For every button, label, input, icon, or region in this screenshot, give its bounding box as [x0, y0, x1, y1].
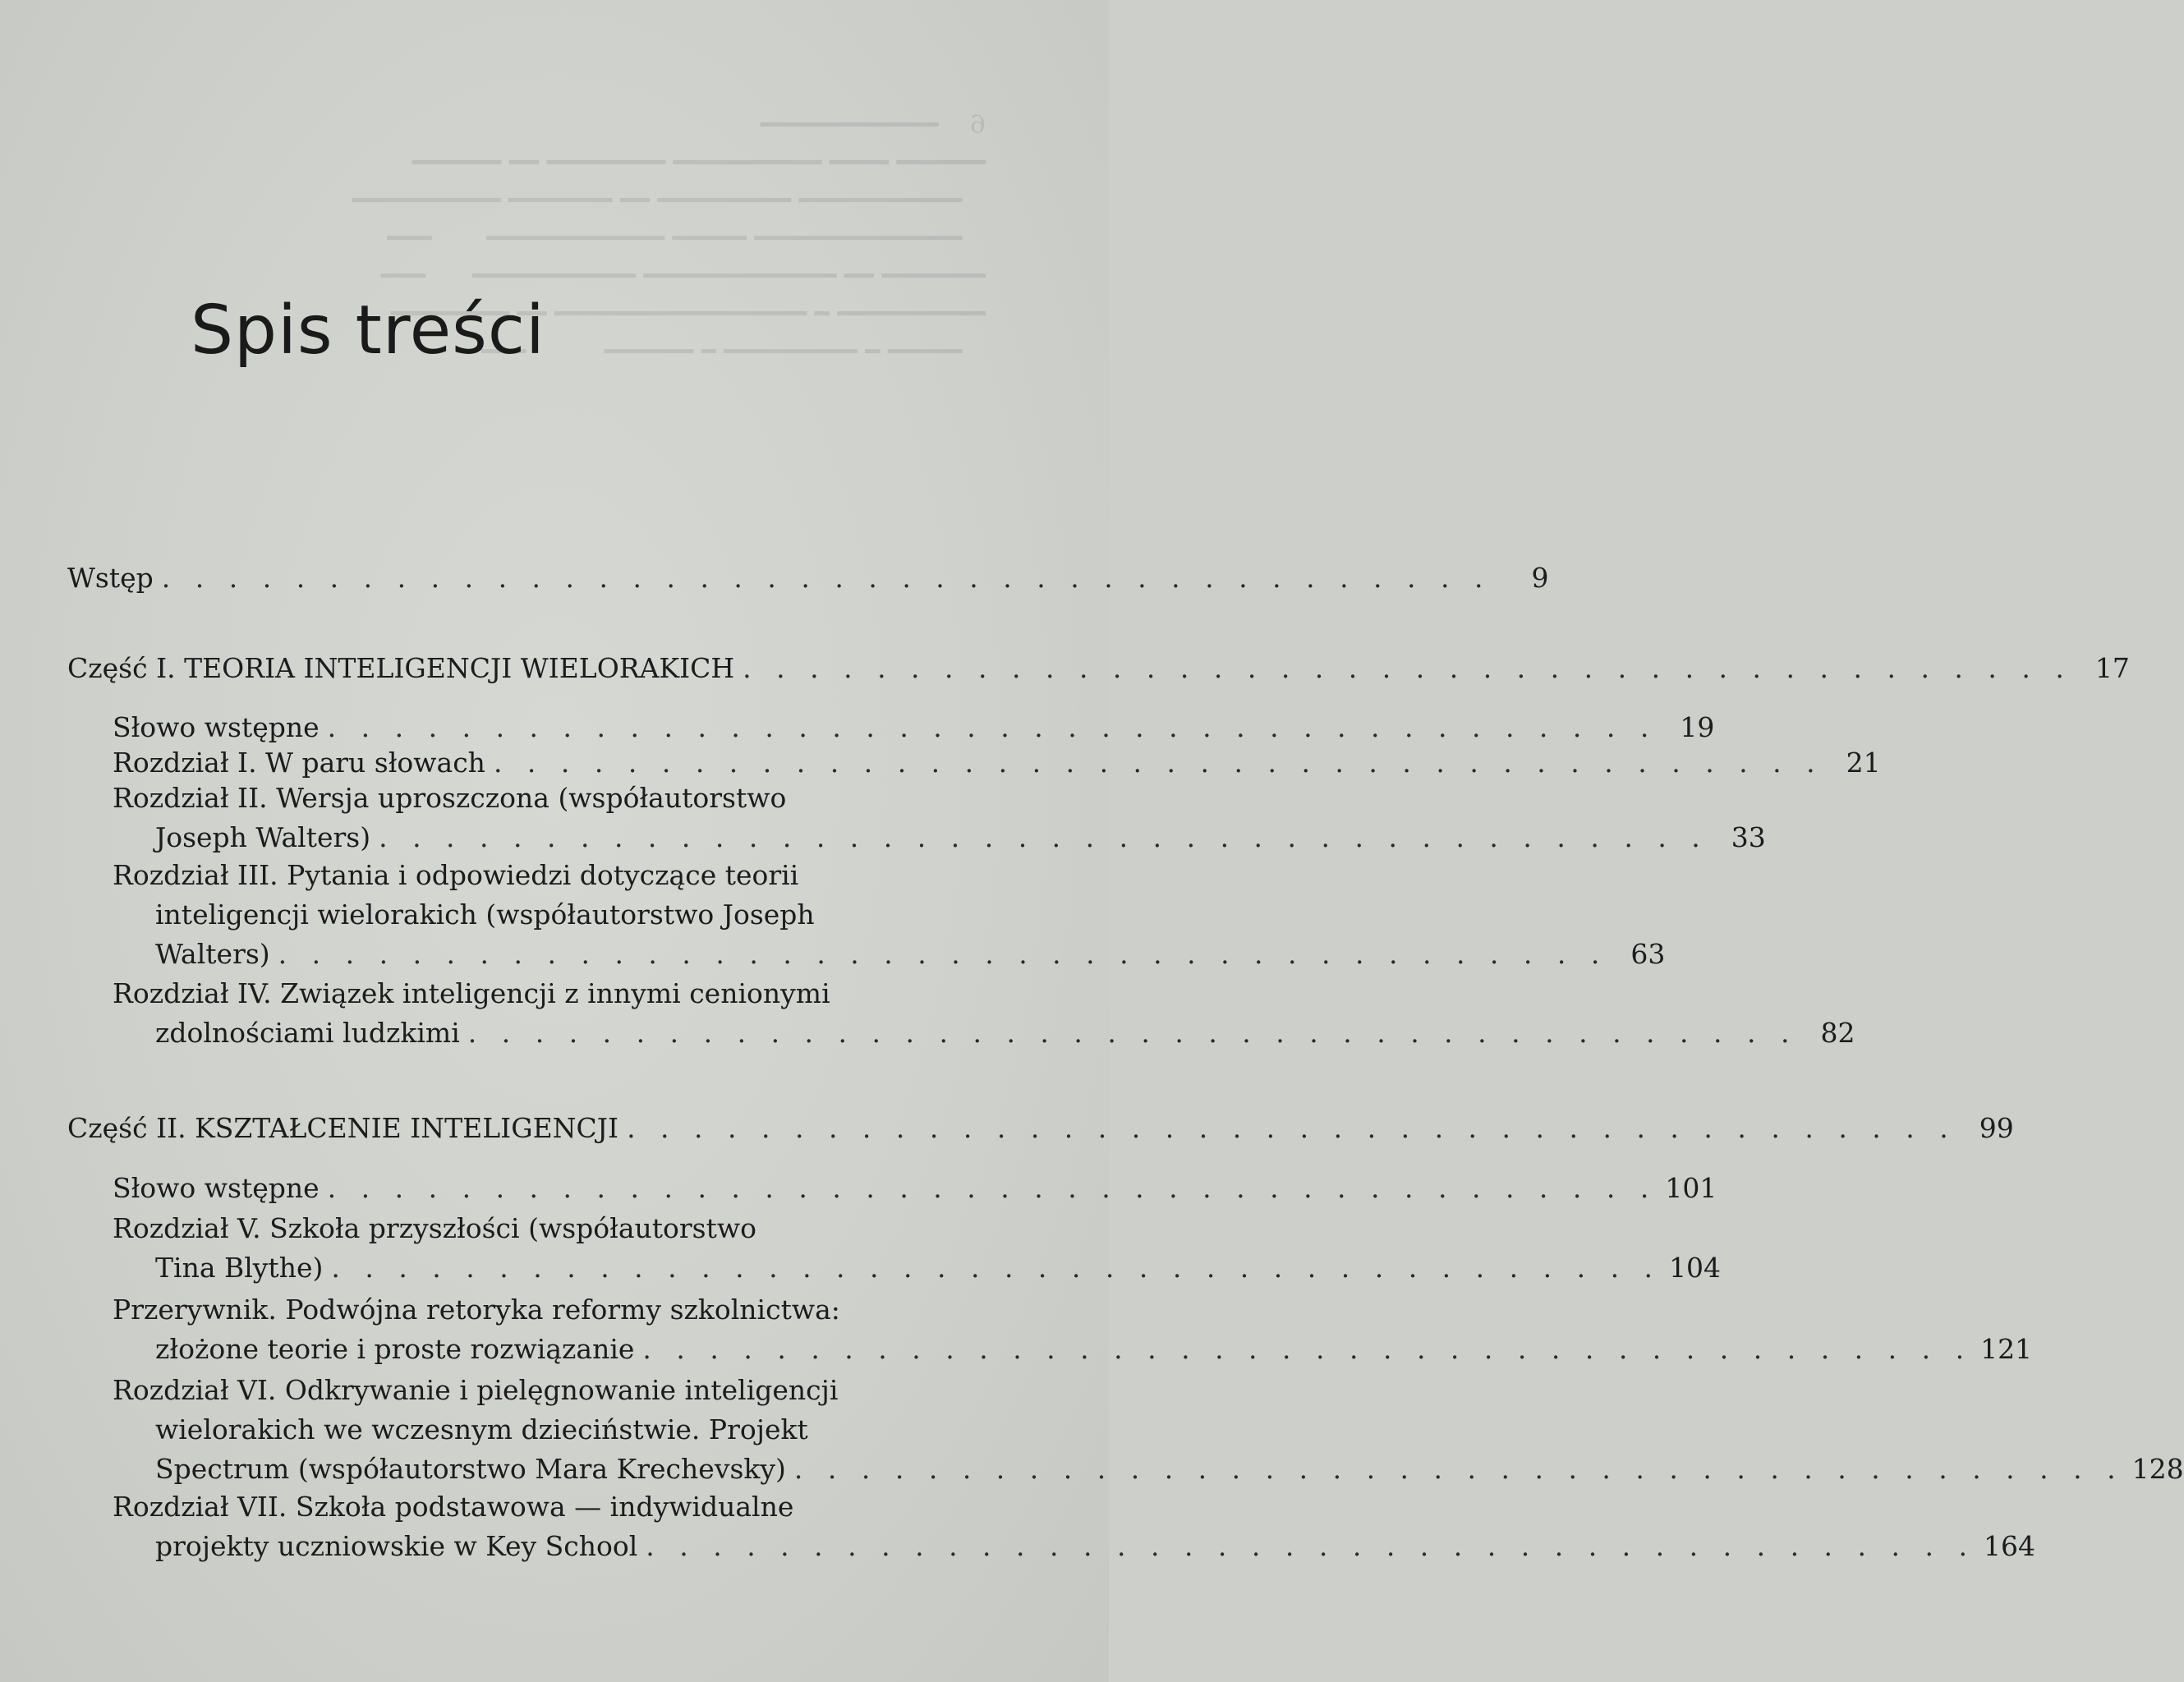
- leader-dots: . . . . . . . . . . . . . . . . . . . . . . . . . . . . . . . . . . . . . . . .: [331, 1252, 1662, 1284]
- toc-page-number: 33: [1731, 821, 1766, 853]
- toc-entry-rozdzial-5: [113, 1209, 1722, 1288]
- leader-dots: . . . . . . . . . . . . . . . . . . . . . . . . . . . . . . . . . . . . . . . .: [627, 1112, 1956, 1144]
- leader-dots: . . . . . . . . . . . . . . . . . . . . . . . . . . . . . . . . . . . . . . . .: [278, 938, 1608, 970]
- toc-entry-line: Rozdział V. Szkoła przyszłości (współautorstwo: [113, 1212, 756, 1244]
- toc-entry-line: Walters): [155, 938, 270, 970]
- toc-entry-line: Rozdział II. Wersja uproszczona (współautorstwo: [113, 782, 787, 814]
- toc-page-number: 164: [1983, 1530, 2035, 1562]
- toc-entry-rozdzial-6: [113, 1371, 2184, 1489]
- toc-page-number: 128: [2131, 1453, 2184, 1485]
- leader-dots: . . . . . . . . . . . . . . . . . . . . . . . . . . . . . . . . . . . . . . . .: [493, 747, 1823, 779]
- toc-entry-rozdzial-1: [113, 743, 1881, 783]
- toc-entry-line: wielorakich we wczesnym dzieciństwie. Projekt: [155, 1413, 808, 1445]
- toc-entry-line: Joseph Walters): [155, 821, 371, 853]
- toc-entry-title: Słowo wstępne: [113, 1172, 320, 1204]
- page-title: Spis treści: [191, 292, 545, 370]
- leader-dots: . . . . . . . . . . . . . . . . . . . . . . . . . . . . . . . . . . . . . . . .: [161, 562, 1492, 594]
- leader-dots: . . . . . . . . . . . . . . . . . . . . . . . . . . . . . . . . . . . . . . . .: [793, 1453, 2124, 1485]
- toc-entry-line: projekty uczniowskie w Key School: [155, 1530, 638, 1562]
- leader-dots: . . . . . . . . . . . . . . . . . . . . . . . . . . . . . . . . . . . . . . . .: [642, 1333, 1973, 1365]
- toc-page-number: 99: [1979, 1112, 2014, 1144]
- toc-entry-line: Rozdział IV. Związek inteligencji z innymi cenionymi: [113, 977, 830, 1009]
- toc-entry-line: Spectrum (współautorstwo Mara Krechevsky): [155, 1453, 786, 1485]
- toc-page-number: 19: [1680, 711, 1715, 743]
- toc-entry-rozdzial-2: [113, 779, 1766, 857]
- leader-dots: . . . . . . . . . . . . . . . . . . . . . . . . . . . . . . . . . . . . . . . .: [379, 821, 1708, 853]
- toc-part-1: [67, 649, 2130, 688]
- toc-entry-line: Tina Blythe): [155, 1252, 324, 1284]
- toc-entry-rozdzial-7: [113, 1487, 2035, 1566]
- toc-part-2: [67, 1109, 2014, 1148]
- leader-dots: . . . . . . . . . . . . . . . . . . . . . . . . . . . . . . . . . . . . . . . .: [467, 1017, 1798, 1049]
- toc-entry-line: Przerywnik. Podwójna retoryka reformy szkolnictwa:: [113, 1294, 840, 1326]
- leader-dots: . . . . . . . . . . . . . . . . . . . . . . . . . . . . . . . . . . . . . . . .: [646, 1530, 1975, 1562]
- toc-entry-slowo-wstepne-1: [113, 708, 1715, 747]
- toc-entry-line: zdolnościami ludzkimi: [155, 1017, 460, 1049]
- toc-entry-line: Rozdział VI. Odkrywanie i pielęgnowanie inteligencji: [113, 1374, 839, 1406]
- toc-page-number: 104: [1669, 1252, 1722, 1284]
- toc-entry-line: złożone teorie i proste rozwiązanie: [155, 1333, 635, 1365]
- bleed-through-text: 6 ━━━━━━━━━━━━ ━━━━━━ ━━━━ ━━━━━━━━━━ ━━━━━━━━ ━━ ━━━━━━ ━━━━━━━━━━━ ━━━━━━━━━ ━━ ━━━━━━━ ━━━━━━━━━━ ━━━━━━━━━━━━━━ ━━━━━ ━━━━━━━━━━━━ ━━━ ━━━━━━━ ━━ ━━━━━━━━━━━━━ ━━━━━━━━━━━ ━━━ ━━━━━━━━━━ ━ ━━━━━━━━━━━━━━━━━ ━━ ━━━━━━━━ ━━━━━ ━ ━━━━━━━━━ ━ ━━━━━━ ━━━: [352, 111, 986, 366]
- toc-page-number: 63: [1630, 938, 1666, 970]
- toc-entry-wstep: [67, 558, 1549, 598]
- toc-entry-line: inteligencji wielorakich (współautorstwo Joseph: [155, 898, 815, 931]
- toc-page-number: 17: [2094, 652, 2130, 684]
- toc-page-number: 21: [1846, 747, 1881, 779]
- leader-dots: . . . . . . . . . . . . . . . . . . . . . . . . . . . . . . . . . . . . . . . .: [743, 652, 2072, 684]
- toc-entry-rozdzial-3: [113, 856, 1666, 974]
- toc-entry-line: Rozdział III. Pytania i odpowiedzi dotyczące teorii: [113, 859, 799, 891]
- toc-page-number: 101: [1665, 1172, 1717, 1204]
- leader-dots: . . . . . . . . . . . . . . . . . . . . . . . . . . . . . . . . . . . . . . . .: [327, 1172, 1658, 1204]
- toc-entry-title: Wstęp: [67, 562, 154, 594]
- toc-entry-title: Część I. TEORIA INTELIGENCJI WIELORAKICH: [67, 652, 735, 684]
- toc-entry-title: Część II. KSZTAŁCENIE INTELIGENCJI: [67, 1112, 619, 1144]
- toc-entry-title: Słowo wstępne: [113, 711, 320, 743]
- toc-page-number: 121: [1980, 1333, 2033, 1365]
- toc-entry-title: Rozdział I. W paru słowach: [113, 747, 485, 779]
- toc-entry-przerywnik: [113, 1290, 2033, 1369]
- toc-page-number: 9: [1531, 562, 1549, 594]
- toc-page-number: 82: [1820, 1017, 1855, 1049]
- toc-entry-rozdzial-4: [113, 974, 1855, 1053]
- toc-entry-slowo-wstepne-2: [113, 1169, 1717, 1208]
- leader-dots: . . . . . . . . . . . . . . . . . . . . . . . . . . . . . . . . . . . . . . . .: [327, 711, 1658, 743]
- toc-entry-line: Rozdział VII. Szkoła podstawowa — indywidualne: [113, 1491, 794, 1523]
